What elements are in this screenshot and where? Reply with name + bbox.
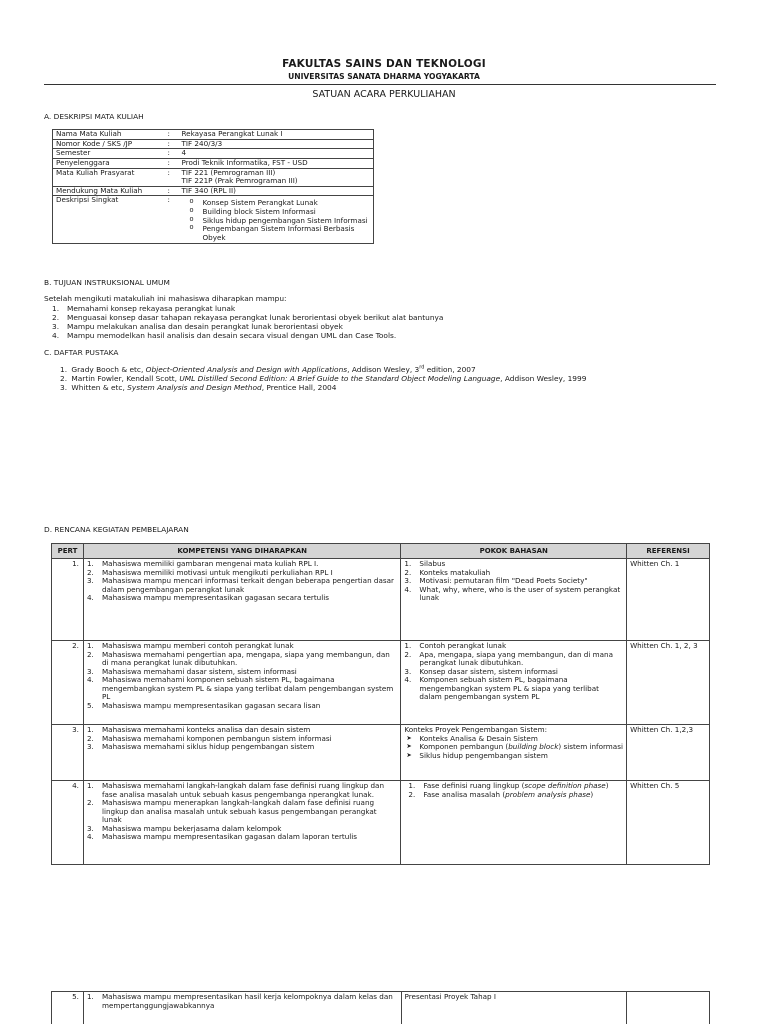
header-referensi: REFERENSI (627, 544, 710, 559)
kompetensi-item (87, 833, 397, 842)
item-text: Contoh perangkat lunak (419, 641, 507, 650)
item-text: Fase analisa masalah ( (423, 789, 506, 799)
item-number: 3. (404, 576, 412, 586)
info-colon: : (165, 158, 179, 168)
item-number: 1. (86, 641, 94, 650)
item-text: Mahasiswa mampu memberi contoh perangkat lunak (101, 641, 294, 650)
info-label: Mata Kuliah Prasyarat (53, 168, 165, 186)
item-number: 2. (408, 789, 416, 799)
info-label: Deskripsi Singkat (53, 196, 165, 243)
info-row (53, 130, 374, 140)
referensi-cell: Whitten Ch. 1, 2, 3 (627, 641, 710, 725)
info-label: Nomor Kode / SKS /JP (53, 139, 165, 149)
bullet-item: o Pengembangan Sistem Informasi Berbasis Obyek (190, 225, 371, 242)
item-text: Konteks matakuliah (419, 567, 491, 577)
pokok-item (408, 791, 623, 800)
header-kompetensi: KOMPETENSI YANG DIHARAPKAN (83, 544, 400, 559)
item-number: 1. (86, 992, 94, 1001)
item-number: 2. (86, 798, 94, 808)
item-text: Mahasiswa memahami siklus hidup pengembangan sistem (101, 742, 315, 752)
ref-author: Martin Fowler, Kendall Scott, (71, 374, 180, 384)
pokok-cell (401, 725, 627, 781)
item-number: 3. (60, 383, 70, 393)
info-row (53, 149, 374, 159)
kompetensi-item (87, 676, 397, 702)
info-row (53, 139, 374, 149)
kompetensi-item (87, 577, 397, 594)
pokok-list (404, 560, 623, 603)
info-value (179, 158, 374, 168)
bullet-item: o Building block Sistem Informasi (190, 208, 371, 217)
pokok-item (404, 676, 623, 702)
item-text: Mahasiswa mampu mempresentasikan gagasan secara tertulis (101, 593, 329, 603)
section-d-heading: D. RENCANA KEGIATAN PEMBELAJARAN (44, 525, 189, 534)
item-number: 2. (404, 649, 412, 659)
info-colon: : (165, 139, 179, 149)
pokok-item (404, 586, 623, 603)
ref-publisher: , Addison Wesley, 1999 (500, 374, 587, 384)
item-text: Mahasiswa memiliki motivasi untuk mengikuti perkuliahan RPL I (101, 567, 333, 577)
item-text: Mahasiswa memahami komponen sebuah sistem PL, bagaimana mengembangkan system PL & siapa yang terlibat dalam pengembangan system PL (101, 675, 394, 702)
item-text: Komponen sebuah sistem PL, bagaimana mengembangkan system PL & siapa yang terlibat dalam pengembangan system PL (419, 675, 599, 702)
item-text: Mahasiswa mampu bekerjasama dalam kelompok (101, 823, 282, 833)
pert-number: 4. (52, 781, 84, 865)
pokok-cell (401, 781, 627, 865)
info-colon: : (165, 130, 179, 140)
item-number: 3. (86, 666, 94, 676)
university-name: UNIVERSITAS SANATA DHARMA YOGYAKARTA (288, 71, 480, 81)
info-colon: : (165, 168, 179, 186)
kompetensi-list (87, 642, 397, 711)
item-number: 2. (86, 649, 94, 659)
item-number: 1. (404, 559, 412, 568)
kompetensi-item (87, 782, 397, 799)
info-value (179, 149, 374, 159)
value-line: TIF 240/3/3 (181, 138, 223, 148)
referensi-cell: Whitten Ch. 5 (627, 781, 710, 865)
kompetensi-cell (83, 781, 400, 865)
item-text: Memahami konsep rekayasa perangkat lunak (67, 304, 236, 313)
item-number: 1. (404, 641, 412, 650)
table-row (52, 781, 710, 865)
value-line: TIF 221P (Prak Pemrograman III) (181, 176, 298, 186)
item-text: Komponen pembangun ( (419, 742, 509, 752)
tiu-item (52, 322, 692, 331)
section-b-heading: B. TUJUAN INSTRUKSIONAL UMUM (44, 278, 170, 287)
item-text: ) sistem informasi (558, 742, 623, 752)
item-number: 2. (86, 733, 94, 743)
item-number: 3. (86, 576, 94, 586)
info-value (179, 196, 374, 243)
ref-title: Object-Oriented Analysis and Design with Applications (145, 365, 348, 374)
value-line: Rekayasa Perangkat Lunak I (181, 129, 283, 138)
item-number: 4. (86, 832, 94, 842)
ref-title: System Analysis and Design Method (127, 383, 262, 393)
reference-item (60, 383, 740, 392)
item-text: Mahasiswa mampu mempresentasikan gagasan secara lisan (101, 700, 321, 710)
tiu-item (52, 304, 692, 313)
pert-number: 5. (52, 992, 84, 1024)
item-text: What, why, where, who is the user of system perangkat lunak (419, 584, 621, 603)
item-number: 3. (86, 742, 94, 752)
tiu-intro: Setelah mengikuti matakuliah ini mahasiswa diharapkan mampu: (44, 294, 287, 303)
kompetensi-item (87, 799, 397, 825)
kompetensi-list (87, 560, 397, 603)
pert-number: 3. (52, 725, 84, 781)
kompetensi-item (87, 594, 397, 603)
item-italic: building block (508, 742, 559, 752)
value-line: 4 (181, 148, 187, 158)
item-number: 1. (60, 365, 70, 374)
item-text: Konteks Analisa & Desain Sistem (419, 733, 538, 743)
ref-author: Whitten & etc, (71, 383, 128, 393)
item-number: 2. (404, 567, 412, 577)
info-row (53, 196, 374, 243)
item-text: Siklus hidup pengembangan sistem (419, 750, 548, 760)
item-text: Motivasi: pemutaran film "Dead Poets Society" (419, 576, 588, 586)
ref-publisher: , Prentice Hall, 2004 (261, 383, 337, 393)
item-text: Mampu memodelkan hasil analisis dan desain secara visual dengan UML dan Case Tools. (67, 331, 397, 341)
ref-publisher: , Addison Wesley, 3 (347, 365, 420, 374)
kompetensi-cell (83, 725, 400, 781)
learning-plan-table-continued (51, 991, 710, 1024)
info-value (179, 139, 374, 149)
kompetensi-item (87, 651, 397, 668)
item-number: 2. (52, 313, 60, 323)
item-number: 3. (404, 666, 412, 676)
table-row (52, 725, 710, 781)
document-title: SATUAN ACARA PERKULIAHAN (312, 89, 456, 100)
document-header (0, 58, 768, 81)
kompetensi-item (87, 743, 397, 752)
tiu-list (52, 304, 692, 340)
header-pert: PERT (52, 544, 84, 559)
item-text: Mahasiswa mampu mencari informasi terkait dengan beberapa pengertian dasar dalam pengembangan perangkat lunak (101, 576, 394, 594)
kompetensi-cell (83, 559, 400, 641)
item-text: Apa, mengapa, siapa yang membangun, dan di mana perangkat lunak dibutuhkan. (419, 649, 614, 668)
item-number: 2. (60, 374, 70, 384)
section-c-heading: C. DAFTAR PUSTAKA (44, 348, 119, 357)
value-line: TIF 221 (Pemrograman III) (181, 167, 276, 177)
referensi-cell: Whitten Ch. 1 (627, 559, 710, 641)
reference-list (60, 365, 740, 392)
table-row (52, 559, 710, 641)
pokok-arrow-list (404, 735, 623, 761)
kompetensi-list (87, 993, 398, 1010)
pert-number: 2. (52, 641, 84, 725)
ref-author: Grady Booch & etc, (71, 365, 146, 374)
kompetensi-item (87, 702, 397, 711)
item-text: Mahasiswa memahami komponen pembangun sistem informasi (101, 733, 332, 743)
tiu-item (52, 313, 692, 322)
item-text: ) (605, 781, 609, 790)
tiu-item (52, 331, 692, 340)
item-text: Fase definisi ruang lingkup ( (423, 781, 525, 790)
ref-superscript: rd (419, 364, 425, 371)
item-number: 1. (86, 781, 94, 790)
value-line: Prodi Teknik Informatika, FST - USD (181, 157, 308, 167)
item-number: 3. (86, 823, 94, 833)
reference-item (60, 365, 740, 374)
kompetensi-cell (83, 641, 400, 725)
kompetensi-list (87, 726, 397, 752)
item-text: Mahasiswa mampu mempresentasikan hasil kerja kelompoknya dalam kelas dan mempertanggungjawabkannya (101, 992, 393, 1010)
item-text: Mampu melakukan analisa dan desain perangkat lunak berorientasi obyek (67, 322, 343, 332)
item-number: 4. (52, 331, 60, 341)
item-italic: problem analysis phase (505, 789, 591, 799)
info-label: Semester (53, 149, 165, 159)
item-text: Mahasiswa mampu mempresentasikan gagasan dalam laporan tertulis (101, 832, 358, 842)
item-number: 1. (86, 559, 94, 568)
header-divider (44, 84, 716, 85)
item-text: Mahasiswa mampu menerapkan langkah-langkah dalam fase definisi ruang lingkup dan analisa masalah untuk sebuah kasus pengembangan perangkat lunak (101, 798, 377, 825)
item-number: 5. (86, 700, 94, 710)
bullet-item: o Konsep Sistem Perangkat Lunak (190, 199, 371, 208)
kompetensi-item (87, 993, 398, 1010)
section-a-heading: A. DESKRIPSI MATA KULIAH (44, 112, 144, 121)
pokok-list (404, 642, 623, 702)
item-text: Silabus (419, 559, 446, 568)
pokok-cell (401, 559, 627, 641)
info-label: Penyelenggara (53, 158, 165, 168)
item-text: Menguasai konsep dasar tahapan rekayasa perangkat lunak berorientasi obyek berikut alat bantunya (67, 313, 444, 323)
info-value (179, 130, 374, 140)
info-value (179, 186, 374, 196)
learning-plan-table (51, 543, 710, 865)
item-number: 4. (404, 675, 412, 685)
reference-item (60, 374, 740, 383)
pokok-item (404, 651, 623, 668)
info-row (53, 158, 374, 168)
info-colon: : (165, 196, 179, 243)
item-text: Mahasiswa memahami konteks analisa dan desain sistem (101, 725, 311, 734)
table-header-row (52, 544, 710, 559)
pokok-list (404, 782, 623, 799)
info-row (53, 168, 374, 186)
info-colon: : (165, 186, 179, 196)
item-number: 3. (52, 322, 60, 332)
item-number: 1. (408, 781, 416, 790)
item-number: 1. (52, 304, 60, 313)
item-text: Mahasiswa memahami langkah-langkah dalam fase definisi ruang lingkup dan fase analisa masalah untuk sebuah kasus pengembanga nperangkat lunak. (101, 781, 384, 799)
course-info-table (52, 129, 374, 244)
header-pokok: POKOK BAHASAN (401, 544, 627, 559)
value-line: TIF 340 (RPL II) (181, 185, 236, 195)
item-number: 2. (86, 567, 94, 577)
pert-number: 1. (52, 559, 84, 641)
item-italic: scope definition phase (524, 781, 606, 790)
item-text: Mahasiswa memiliki gambaran mengenai mata kuliah RPL I. (101, 559, 319, 568)
table-row (52, 992, 710, 1024)
referensi-cell (627, 992, 710, 1024)
info-label: Nama Mata Kuliah (53, 130, 165, 140)
kompetensi-list (87, 782, 397, 842)
item-number: 4. (86, 593, 94, 603)
pokok-item (404, 752, 623, 761)
table-row (52, 641, 710, 725)
item-number: 4. (404, 584, 412, 594)
item-number: 4. (86, 675, 94, 685)
info-label: Mendukung Mata Kuliah (53, 186, 165, 196)
item-text: ) (590, 789, 594, 799)
faculty-name: FAKULTAS SAINS DAN TEKNOLOGI (282, 58, 486, 70)
description-bullets (182, 199, 371, 242)
bullet-item: o Siklus hidup pengembangan Sistem Informasi (190, 217, 371, 226)
pokok-cell: Presentasi Proyek Tahap I (401, 992, 627, 1024)
ref-edition: edition, 2007 (424, 365, 476, 374)
ref-title: UML Distilled Second Edition: A Brief Guide to the Standard Object Modeling Language (179, 374, 501, 384)
referensi-cell: Whitten Ch. 1,2,3 (627, 725, 710, 781)
item-text: Mahasiswa memahami pengertian apa, mengapa, siapa yang membangun, dan di mana perangkat lunak dibutuhkan. (101, 649, 390, 668)
kompetensi-cell (83, 992, 401, 1024)
item-text: Konsep dasar sistem, sistem informasi (419, 666, 558, 676)
info-colon: : (165, 149, 179, 159)
pokok-cell (401, 641, 627, 725)
item-text: Mahasiswa memahami dasar sistem, sistem informasi (101, 666, 297, 676)
info-value (179, 168, 374, 186)
pokok-heading: Konteks Proyek Pengembangan Sistem: (404, 725, 548, 734)
item-number: 1. (86, 725, 94, 734)
